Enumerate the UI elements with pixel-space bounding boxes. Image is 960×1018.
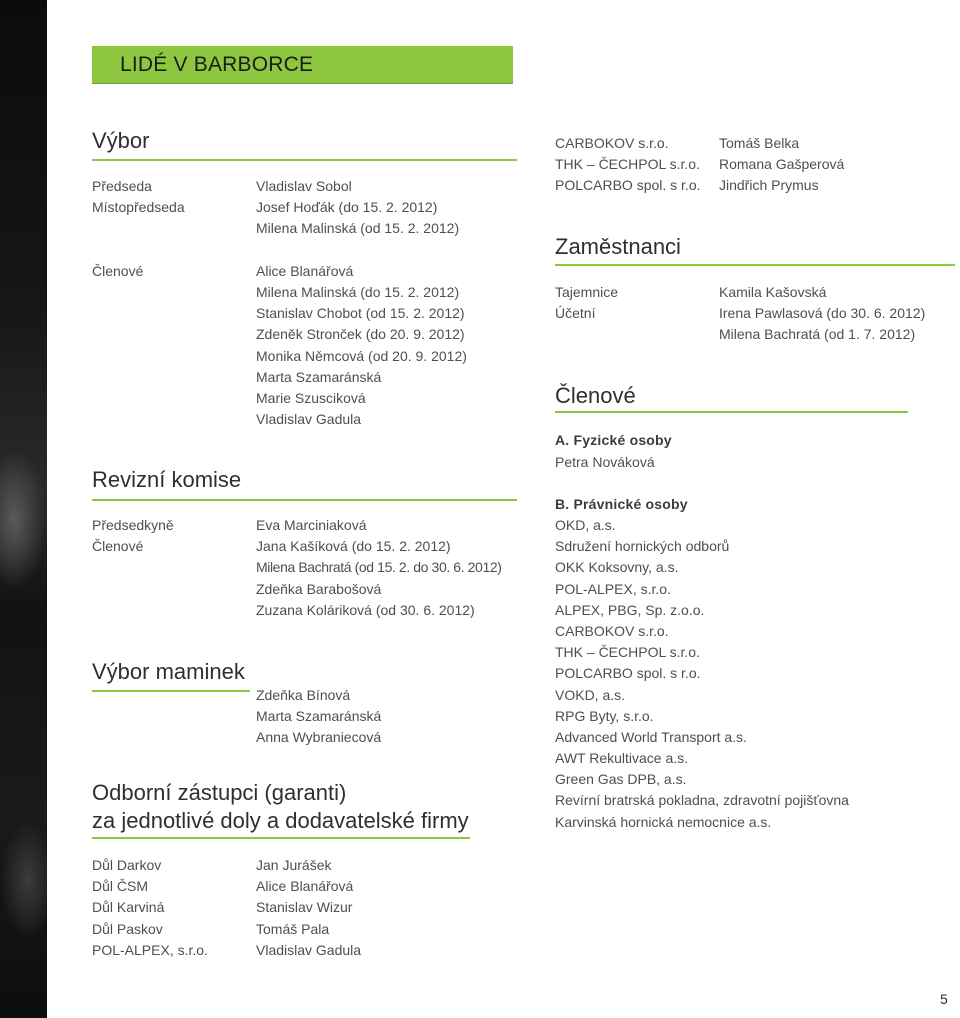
- revizni-name: Milena Bachratá (od 15. 2. do 30. 6. 2012): [256, 559, 502, 576]
- label-predseda: Předseda: [92, 178, 152, 194]
- pravnicka-osoba: AWT Rekultivace a.s.: [555, 750, 689, 767]
- firma-company: CARBOKOV s.r.o.: [555, 135, 669, 151]
- zastupci-person: Alice Blanářová: [256, 878, 354, 895]
- zastupci-mine: Důl ČSM: [92, 878, 149, 895]
- pravnicke-heading: B. Právnické osoby: [555, 496, 688, 512]
- pravnicka-osoba: CARBOKOV s.r.o.: [555, 622, 669, 639]
- vybor-name: Marta Szamaránská: [256, 368, 382, 385]
- zastupci-person: Stanislav Wizur: [256, 899, 353, 916]
- label-clenove: Členové: [92, 538, 144, 555]
- firma-company: POLCARBO spol. s r.o.: [555, 177, 701, 194]
- zamestnanec-name: Kamila Kašovská: [719, 284, 827, 300]
- dark-sidebar-strip: [0, 0, 47, 1018]
- page-number: 5: [940, 991, 948, 1007]
- zastupci-heading-1: Odborní zástupci (garanti): [92, 780, 347, 805]
- fyzicka-osoba: Petra Nováková: [555, 454, 655, 470]
- vybor-name: Zdeněk Stronček (do 20. 9. 2012): [256, 326, 465, 343]
- vybor-underline: [92, 159, 517, 161]
- fyzicke-heading: A. Fyzické osoby: [555, 432, 672, 448]
- revizni-names: [256, 515, 501, 621]
- pravnicka-osoba: Karvinská hornická nemocnice a.s.: [555, 813, 772, 830]
- zamestnanci-heading: Zaměstnanci: [555, 234, 681, 259]
- label-ucetni: Účetní: [555, 305, 596, 322]
- pravnicka-osoba: ALPEX, PBG, Sp. z.o.o.: [555, 601, 705, 618]
- zamestnanec-name: Irena Pawlasová (do 30. 6. 2012): [719, 305, 926, 322]
- firmy-companies: [555, 133, 701, 197]
- maminky-heading: Výbor maminek: [92, 659, 245, 684]
- label-mistopredseda: Místopředseda: [92, 199, 185, 216]
- revizni-heading: Revizní komise: [92, 467, 242, 492]
- maminky-name: Zdeňka Bínová: [256, 687, 351, 703]
- fyzicke-list: [555, 452, 655, 473]
- pravnicka-osoba: RPG Byty, s.r.o.: [555, 707, 654, 724]
- firma-company: THK – ČECHPOL s.r.o.: [555, 156, 700, 173]
- label-predsedkyne: Předsedkyně: [92, 517, 174, 533]
- firma-person: Jindřich Prymus: [719, 177, 819, 194]
- zastupci-heading-2: za jednotlivé doly a dodavatelské firmy: [92, 808, 469, 833]
- label-clenove: Členové: [92, 262, 144, 279]
- vybor-names: [256, 176, 467, 430]
- revizni-labels: [92, 515, 174, 557]
- revizni-name: Jana Kašíková (do 15. 2. 2012): [256, 538, 451, 555]
- vybor-name: Vladislav Gadula: [256, 411, 362, 428]
- zamestnanci-names: [719, 282, 925, 346]
- page-title: LIDÉ V BARBORCE: [120, 53, 314, 76]
- pravnicka-osoba: Advanced World Transport a.s.: [555, 728, 747, 745]
- vybor-heading: Výbor: [92, 128, 150, 153]
- zamestnanec-name: Milena Bachratá (od 1. 7. 2012): [719, 326, 916, 343]
- pravnicka-osoba: POLCARBO spol. s r.o.: [555, 665, 701, 682]
- vybor-name: Stanislav Chobot (od 15. 2. 2012): [256, 305, 465, 322]
- vybor-name: Milena Malinská (do 15. 2. 2012): [256, 283, 460, 300]
- revizni-name: Zdeňka Barabošová: [256, 580, 382, 597]
- zastupci-person: Jan Jurášek: [256, 857, 332, 873]
- pravnicka-osoba: Revírní bratrská pokladna, zdravotní pojišťovna: [555, 792, 849, 809]
- zastupci-people: [256, 855, 361, 961]
- title-banner: [92, 46, 513, 84]
- vybor-name: Milena Malinská (od 15. 2. 2012): [256, 220, 460, 237]
- pravnicke-list: [555, 515, 849, 833]
- revizni-underline: [92, 499, 517, 501]
- revizni-name: Zuzana Koláriková (od 30. 6. 2012): [256, 601, 475, 618]
- maminky-underline: [92, 690, 250, 692]
- vybor-name: Josef Hoďák (do 15. 2. 2012): [256, 199, 438, 216]
- pravnicka-osoba: POL-ALPEX, s.r.o.: [555, 580, 671, 597]
- pravnicka-osoba: VOKD, a.s.: [555, 686, 626, 703]
- vybor-name: Monika Němcová (od 20. 9. 2012): [256, 347, 467, 364]
- zastupci-person: Tomáš Pala: [256, 920, 330, 937]
- maminky-name: Anna Wybraniecová: [256, 729, 382, 746]
- firmy-people: [719, 133, 844, 197]
- zastupci-underline: [92, 837, 470, 839]
- vybor-labels: [92, 176, 185, 282]
- pravnicka-osoba: Sdružení hornických odborů: [555, 538, 730, 555]
- maminky-name: Marta Szamaránská: [256, 708, 382, 725]
- zastupci-person: Vladislav Gadula: [256, 941, 362, 958]
- zastupci-mines: [92, 855, 208, 961]
- vybor-name: Vladislav Sobol: [256, 178, 352, 194]
- clenove-underline: [555, 411, 908, 413]
- pravnicka-osoba: OKD, a.s.: [555, 517, 616, 533]
- vybor-name: Alice Blanářová: [256, 262, 354, 279]
- zastupci-mine: Důl Karviná: [92, 899, 165, 916]
- zastupci-mine: Důl Paskov: [92, 920, 163, 937]
- clenove-heading: Členové: [555, 383, 636, 408]
- vybor-name: Marie Szusciková: [256, 389, 366, 406]
- zamestnanci-underline: [555, 264, 955, 266]
- zamestnanci-labels: [555, 282, 618, 324]
- revizni-name: Eva Marciniaková: [256, 517, 367, 533]
- maminky-names: [256, 685, 381, 749]
- firma-person: Tomáš Belka: [719, 135, 800, 151]
- zastupci-mine: Důl Darkov: [92, 857, 162, 873]
- zastupci-mine: POL-ALPEX, s.r.o.: [92, 941, 208, 958]
- pravnicka-osoba: Green Gas DPB, a.s.: [555, 771, 687, 788]
- label-tajemnice: Tajemnice: [555, 284, 619, 300]
- firma-person: Romana Gašperová: [719, 156, 845, 173]
- pravnicka-osoba: OKK Koksovny, a.s.: [555, 559, 679, 576]
- pravnicka-osoba: THK – ČECHPOL s.r.o.: [555, 644, 700, 661]
